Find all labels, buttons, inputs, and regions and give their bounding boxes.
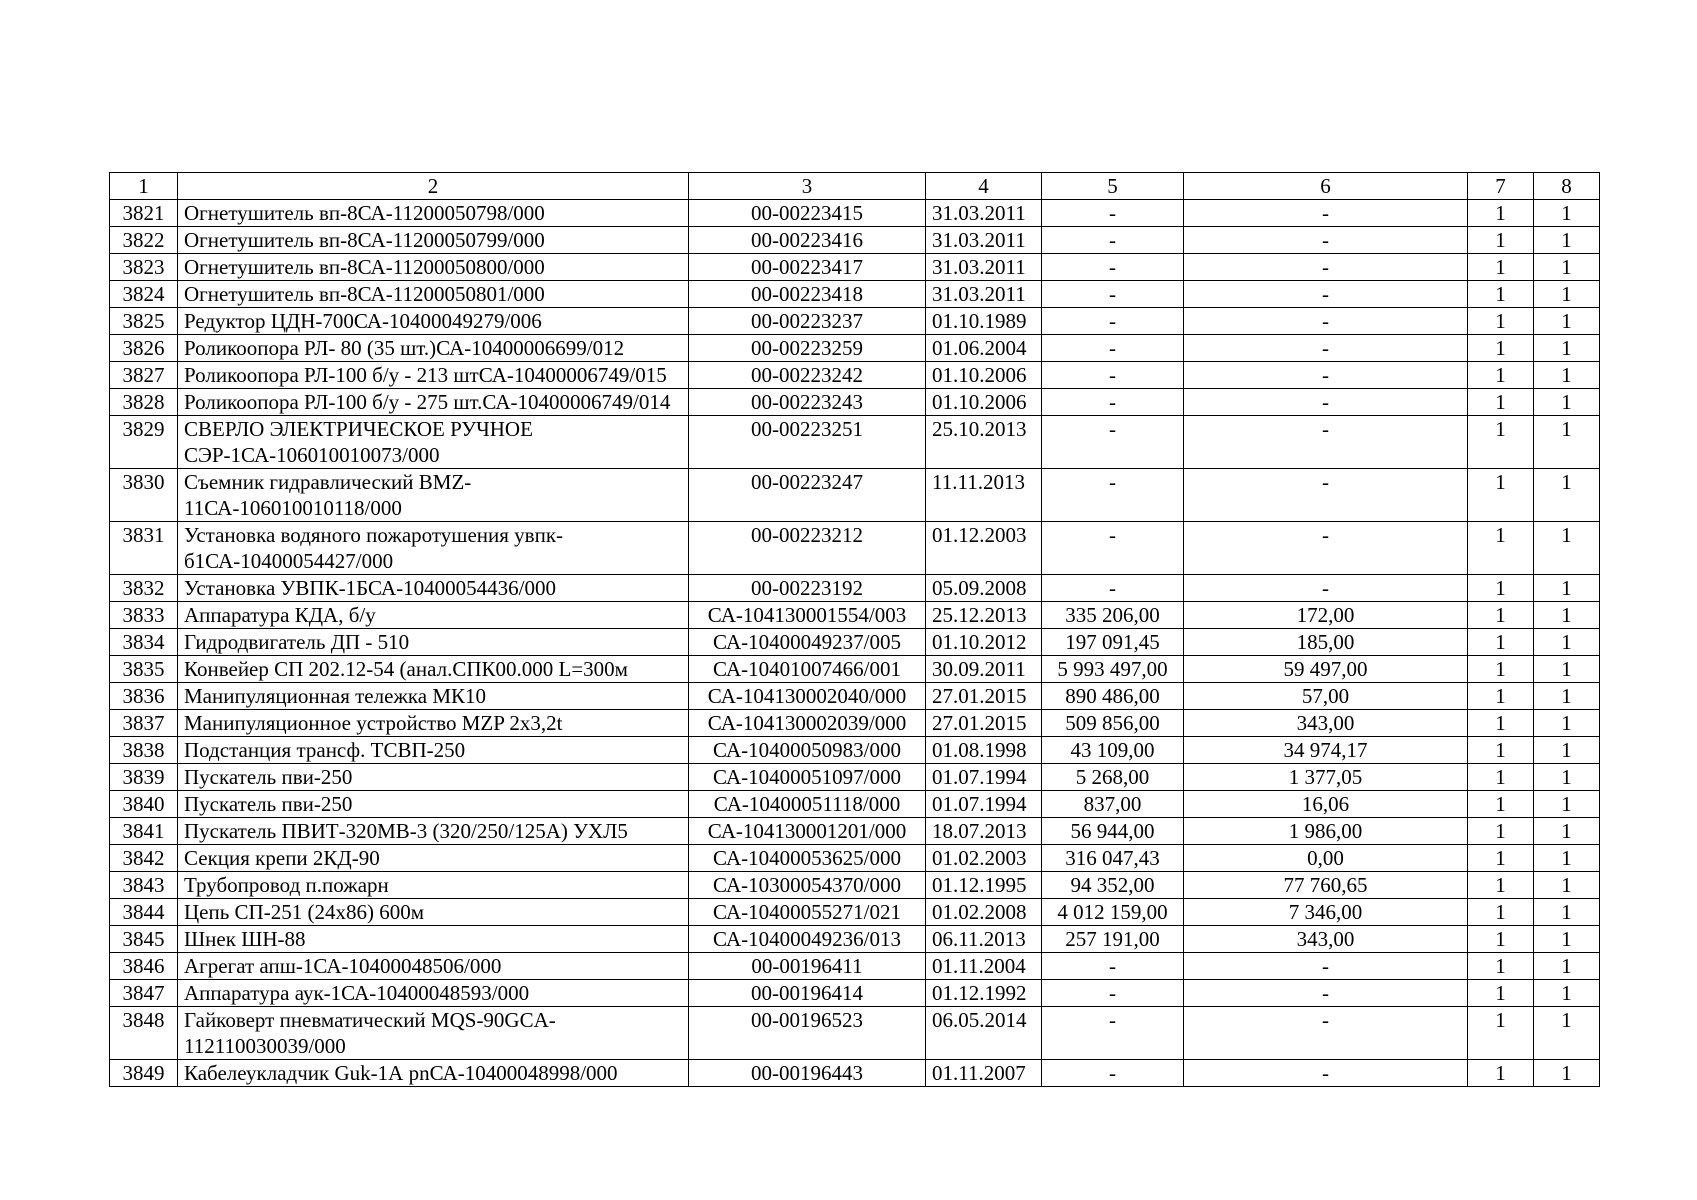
inventory-code-cell: 00-00196411	[689, 953, 926, 980]
date-cell: 27.01.2015	[926, 683, 1042, 710]
item-name-cell: Съемник гидравлический BMZ-11СА-106010010118/000	[178, 469, 689, 522]
value-5-cell: -	[1042, 575, 1184, 602]
value-5-cell: 94 352,00	[1042, 872, 1184, 899]
value-6-cell: 172,00	[1184, 602, 1468, 629]
quantity-8-cell: 1	[1534, 818, 1600, 845]
row-number-cell: 3823	[110, 254, 178, 281]
quantity-7-cell: 1	[1468, 602, 1534, 629]
quantity-8-cell: 1	[1534, 602, 1600, 629]
item-name-cell: Аппаратура КДА, б/у	[178, 602, 689, 629]
quantity-8-cell: 1	[1534, 980, 1600, 1007]
value-6-cell: -	[1184, 227, 1468, 254]
row-number-cell: 3847	[110, 980, 178, 1007]
table-row	[110, 683, 1600, 710]
inventory-code-cell: СА-10400053625/000	[689, 845, 926, 872]
value-5-cell: 43 109,00	[1042, 737, 1184, 764]
table-row	[110, 926, 1600, 953]
quantity-7-cell: 1	[1468, 522, 1534, 575]
table-row	[110, 1007, 1600, 1060]
inventory-code-cell: СА-10400051118/000	[689, 791, 926, 818]
value-6-cell: -	[1184, 389, 1468, 416]
item-name-cell: Конвейер СП 202.12-54 (анал.СПК00.000 L=300м	[178, 656, 689, 683]
table-row	[110, 200, 1600, 227]
value-6-cell: 34 974,17	[1184, 737, 1468, 764]
table-row	[110, 575, 1600, 602]
value-6-cell: 0,00	[1184, 845, 1468, 872]
date-cell: 01.10.2012	[926, 629, 1042, 656]
item-name-cell: Аппаратура аук-1СА-10400048593/000	[178, 980, 689, 1007]
inventory-code-cell: 00-00223415	[689, 200, 926, 227]
quantity-8-cell: 1	[1534, 845, 1600, 872]
row-number-cell: 3834	[110, 629, 178, 656]
value-5-cell: -	[1042, 416, 1184, 469]
quantity-8-cell: 1	[1534, 629, 1600, 656]
inventory-sheet	[109, 172, 1599, 1087]
value-5-cell: -	[1042, 200, 1184, 227]
quantity-7-cell: 1	[1468, 926, 1534, 953]
inventory-code-cell: СА-104130002039/000	[689, 710, 926, 737]
header-cell: 2	[178, 173, 689, 200]
date-cell: 01.12.1995	[926, 872, 1042, 899]
table-row	[110, 980, 1600, 1007]
inventory-code-cell: СА-10400055271/021	[689, 899, 926, 926]
row-number-cell: 3835	[110, 656, 178, 683]
item-name-cell: Трубопровод п.пожарн	[178, 872, 689, 899]
value-5-cell: 4 012 159,00	[1042, 899, 1184, 926]
value-6-cell: -	[1184, 281, 1468, 308]
row-number-cell: 3841	[110, 818, 178, 845]
table-row	[110, 737, 1600, 764]
quantity-8-cell: 1	[1534, 764, 1600, 791]
quantity-8-cell: 1	[1534, 575, 1600, 602]
date-cell: 01.07.1994	[926, 791, 1042, 818]
item-name-cell: Огнетушитель вп-8СА-11200050801/000	[178, 281, 689, 308]
value-6-cell: 77 760,65	[1184, 872, 1468, 899]
value-6-cell: 1 986,00	[1184, 818, 1468, 845]
table-row	[110, 710, 1600, 737]
row-number-cell: 3849	[110, 1060, 178, 1087]
value-5-cell: -	[1042, 308, 1184, 335]
table-row	[110, 791, 1600, 818]
row-number-cell: 3833	[110, 602, 178, 629]
quantity-8-cell: 1	[1534, 522, 1600, 575]
quantity-7-cell: 1	[1468, 200, 1534, 227]
date-cell: 30.09.2011	[926, 656, 1042, 683]
quantity-8-cell: 1	[1534, 926, 1600, 953]
header-cell: 1	[110, 173, 178, 200]
value-5-cell: 56 944,00	[1042, 818, 1184, 845]
table-row	[110, 602, 1600, 629]
item-name-cell: Пускатель ПВИТ-320МВ-3 (320/250/125А) УХЛ5	[178, 818, 689, 845]
inventory-code-cell: 00-00223192	[689, 575, 926, 602]
value-5-cell: -	[1042, 254, 1184, 281]
quantity-8-cell: 1	[1534, 416, 1600, 469]
row-number-cell: 3832	[110, 575, 178, 602]
item-name-cell: Гайковерт пневматический MQS-90GCA-112110030039/000	[178, 1007, 689, 1060]
quantity-8-cell: 1	[1534, 469, 1600, 522]
quantity-7-cell: 1	[1468, 656, 1534, 683]
table-row	[110, 281, 1600, 308]
quantity-7-cell: 1	[1468, 1007, 1534, 1060]
date-cell: 25.12.2013	[926, 602, 1042, 629]
quantity-8-cell: 1	[1534, 281, 1600, 308]
value-6-cell: -	[1184, 362, 1468, 389]
row-number-cell: 3848	[110, 1007, 178, 1060]
quantity-7-cell: 1	[1468, 899, 1534, 926]
date-cell: 27.01.2015	[926, 710, 1042, 737]
date-cell: 01.10.1989	[926, 308, 1042, 335]
date-cell: 01.11.2007	[926, 1060, 1042, 1087]
quantity-8-cell: 1	[1534, 737, 1600, 764]
quantity-7-cell: 1	[1468, 791, 1534, 818]
row-number-cell: 3829	[110, 416, 178, 469]
table-row	[110, 953, 1600, 980]
inventory-code-cell: СА-10401007466/001	[689, 656, 926, 683]
quantity-8-cell: 1	[1534, 1060, 1600, 1087]
quantity-8-cell: 1	[1534, 362, 1600, 389]
inventory-code-cell: СА-10300054370/000	[689, 872, 926, 899]
table-row	[110, 629, 1600, 656]
quantity-8-cell: 1	[1534, 1007, 1600, 1060]
value-5-cell: 5 993 497,00	[1042, 656, 1184, 683]
value-6-cell: -	[1184, 416, 1468, 469]
date-cell: 01.02.2008	[926, 899, 1042, 926]
value-6-cell: -	[1184, 980, 1468, 1007]
date-cell: 31.03.2011	[926, 227, 1042, 254]
value-6-cell: -	[1184, 522, 1468, 575]
quantity-7-cell: 1	[1468, 254, 1534, 281]
row-number-cell: 3845	[110, 926, 178, 953]
inventory-code-cell: 00-00223237	[689, 308, 926, 335]
row-number-cell: 3822	[110, 227, 178, 254]
table-row	[110, 308, 1600, 335]
value-5-cell: -	[1042, 389, 1184, 416]
item-name-cell: Манипуляционное устройство MZP 2х3,2t	[178, 710, 689, 737]
quantity-7-cell: 1	[1468, 469, 1534, 522]
inventory-code-cell: 00-00196443	[689, 1060, 926, 1087]
table-body	[110, 173, 1600, 1087]
row-number-cell: 3825	[110, 308, 178, 335]
item-name-cell: Гидродвигатель ДП - 510	[178, 629, 689, 656]
value-6-cell: 1 377,05	[1184, 764, 1468, 791]
date-cell: 06.11.2013	[926, 926, 1042, 953]
quantity-8-cell: 1	[1534, 389, 1600, 416]
row-number-cell: 3844	[110, 899, 178, 926]
table-row	[110, 362, 1600, 389]
row-number-cell: 3843	[110, 872, 178, 899]
value-5-cell: -	[1042, 522, 1184, 575]
item-name-cell: Роликоопора РЛ-100 б/у - 213 штСА-10400006749/015	[178, 362, 689, 389]
row-number-cell: 3821	[110, 200, 178, 227]
value-5-cell: 837,00	[1042, 791, 1184, 818]
quantity-7-cell: 1	[1468, 1060, 1534, 1087]
value-6-cell: -	[1184, 200, 1468, 227]
header-cell: 4	[926, 173, 1042, 200]
date-cell: 01.10.2006	[926, 362, 1042, 389]
quantity-8-cell: 1	[1534, 899, 1600, 926]
header-cell: 6	[1184, 173, 1468, 200]
value-6-cell: 7 346,00	[1184, 899, 1468, 926]
item-name-cell: Огнетушитель вп-8СА-11200050798/000	[178, 200, 689, 227]
date-cell: 01.10.2006	[926, 389, 1042, 416]
inventory-code-cell: 00-00223418	[689, 281, 926, 308]
value-5-cell: 197 091,45	[1042, 629, 1184, 656]
quantity-8-cell: 1	[1534, 200, 1600, 227]
quantity-7-cell: 1	[1468, 683, 1534, 710]
value-6-cell: -	[1184, 1060, 1468, 1087]
date-cell: 01.07.1994	[926, 764, 1042, 791]
table-row	[110, 416, 1600, 469]
value-5-cell: 509 856,00	[1042, 710, 1184, 737]
inventory-code-cell: 00-00223247	[689, 469, 926, 522]
item-name-cell: Цепь СП-251 (24х86) 600м	[178, 899, 689, 926]
value-5-cell: 5 268,00	[1042, 764, 1184, 791]
date-cell: 01.12.2003	[926, 522, 1042, 575]
item-name-cell: Секция крепи 2КД-90	[178, 845, 689, 872]
row-number-cell: 3826	[110, 335, 178, 362]
quantity-8-cell: 1	[1534, 953, 1600, 980]
value-5-cell: -	[1042, 469, 1184, 522]
quantity-7-cell: 1	[1468, 575, 1534, 602]
item-name-cell: Пускатель пви-250	[178, 764, 689, 791]
value-6-cell: 16,06	[1184, 791, 1468, 818]
value-6-cell: 343,00	[1184, 710, 1468, 737]
value-6-cell: -	[1184, 254, 1468, 281]
item-name-cell: Огнетушитель вп-8СА-11200050799/000	[178, 227, 689, 254]
header-cell: 3	[689, 173, 926, 200]
inventory-code-cell: 00-00223212	[689, 522, 926, 575]
row-number-cell: 3836	[110, 683, 178, 710]
quantity-7-cell: 1	[1468, 818, 1534, 845]
table-row	[110, 899, 1600, 926]
inventory-code-cell: 00-00223259	[689, 335, 926, 362]
row-number-cell: 3838	[110, 737, 178, 764]
table-row	[110, 818, 1600, 845]
date-cell: 06.05.2014	[926, 1007, 1042, 1060]
row-number-cell: 3840	[110, 791, 178, 818]
inventory-code-cell: 00-00223416	[689, 227, 926, 254]
table-row	[110, 872, 1600, 899]
quantity-7-cell: 1	[1468, 308, 1534, 335]
item-name-cell: Установка водяного пожаротушения увпк-б1СА-10400054427/000	[178, 522, 689, 575]
row-number-cell: 3827	[110, 362, 178, 389]
quantity-7-cell: 1	[1468, 335, 1534, 362]
quantity-7-cell: 1	[1468, 281, 1534, 308]
inventory-code-cell: СА-104130002040/000	[689, 683, 926, 710]
value-5-cell: -	[1042, 1007, 1184, 1060]
inventory-code-cell: СА-10400049237/005	[689, 629, 926, 656]
quantity-8-cell: 1	[1534, 710, 1600, 737]
inventory-table	[109, 172, 1600, 1087]
value-6-cell: 343,00	[1184, 926, 1468, 953]
row-number-cell: 3824	[110, 281, 178, 308]
date-cell: 01.02.2003	[926, 845, 1042, 872]
value-5-cell: 257 191,00	[1042, 926, 1184, 953]
inventory-code-cell: СА-104130001201/000	[689, 818, 926, 845]
date-cell: 11.11.2013	[926, 469, 1042, 522]
value-5-cell: -	[1042, 227, 1184, 254]
item-name-cell: Пускатель пви-250	[178, 791, 689, 818]
date-cell: 05.09.2008	[926, 575, 1042, 602]
inventory-code-cell: 00-00196523	[689, 1007, 926, 1060]
item-name-cell: Подстанция трансф. ТСВП-250	[178, 737, 689, 764]
quantity-7-cell: 1	[1468, 389, 1534, 416]
date-cell: 31.03.2011	[926, 254, 1042, 281]
table-row	[110, 335, 1600, 362]
value-5-cell: 335 206,00	[1042, 602, 1184, 629]
table-row	[110, 764, 1600, 791]
date-cell: 18.07.2013	[926, 818, 1042, 845]
quantity-7-cell: 1	[1468, 629, 1534, 656]
item-name-cell: Роликоопора РЛ- 80 (35 шт.)СА-10400006699/012	[178, 335, 689, 362]
value-6-cell: -	[1184, 1007, 1468, 1060]
value-5-cell: -	[1042, 281, 1184, 308]
quantity-7-cell: 1	[1468, 953, 1534, 980]
table-row	[110, 1060, 1600, 1087]
item-name-cell: Агрегат апш-1СА-10400048506/000	[178, 953, 689, 980]
inventory-code-cell: СА-10400051097/000	[689, 764, 926, 791]
inventory-code-cell: 00-00223251	[689, 416, 926, 469]
inventory-code-cell: СА-104130001554/003	[689, 602, 926, 629]
quantity-7-cell: 1	[1468, 362, 1534, 389]
date-cell: 25.10.2013	[926, 416, 1042, 469]
item-name-cell: Шнек ШН-88	[178, 926, 689, 953]
quantity-8-cell: 1	[1534, 683, 1600, 710]
quantity-8-cell: 1	[1534, 308, 1600, 335]
value-6-cell: 59 497,00	[1184, 656, 1468, 683]
value-5-cell: -	[1042, 362, 1184, 389]
quantity-7-cell: 1	[1468, 764, 1534, 791]
quantity-8-cell: 1	[1534, 227, 1600, 254]
item-name-cell: Огнетушитель вп-8СА-11200050800/000	[178, 254, 689, 281]
value-6-cell: -	[1184, 953, 1468, 980]
item-name-cell: Манипуляционная тележка МК10	[178, 683, 689, 710]
quantity-7-cell: 1	[1468, 227, 1534, 254]
item-name-cell: Роликоопора РЛ-100 б/у - 275 шт.СА-10400006749/014	[178, 389, 689, 416]
quantity-7-cell: 1	[1468, 872, 1534, 899]
quantity-8-cell: 1	[1534, 656, 1600, 683]
row-number-cell: 3839	[110, 764, 178, 791]
row-number-cell: 3846	[110, 953, 178, 980]
value-6-cell: -	[1184, 469, 1468, 522]
quantity-8-cell: 1	[1534, 335, 1600, 362]
item-name-cell: Кабелеукладчик Guk-1А pnСА-10400048998/000	[178, 1060, 689, 1087]
header-cell: 5	[1042, 173, 1184, 200]
table-row	[110, 522, 1600, 575]
value-6-cell: -	[1184, 308, 1468, 335]
value-5-cell: -	[1042, 1060, 1184, 1087]
table-row	[110, 845, 1600, 872]
inventory-code-cell: 00-00196414	[689, 980, 926, 1007]
value-6-cell: -	[1184, 335, 1468, 362]
row-number-cell: 3828	[110, 389, 178, 416]
value-5-cell: -	[1042, 980, 1184, 1007]
quantity-8-cell: 1	[1534, 791, 1600, 818]
date-cell: 01.08.1998	[926, 737, 1042, 764]
row-number-cell: 3837	[110, 710, 178, 737]
inventory-code-cell: 00-00223243	[689, 389, 926, 416]
table-row	[110, 389, 1600, 416]
inventory-code-cell: СА-10400050983/000	[689, 737, 926, 764]
quantity-7-cell: 1	[1468, 710, 1534, 737]
date-cell: 31.03.2011	[926, 200, 1042, 227]
date-cell: 01.06.2004	[926, 335, 1042, 362]
value-6-cell: 185,00	[1184, 629, 1468, 656]
inventory-code-cell: СА-10400049236/013	[689, 926, 926, 953]
table-row	[110, 469, 1600, 522]
date-cell: 01.11.2004	[926, 953, 1042, 980]
quantity-7-cell: 1	[1468, 845, 1534, 872]
date-cell: 01.12.1992	[926, 980, 1042, 1007]
table-row	[110, 656, 1600, 683]
date-cell: 31.03.2011	[926, 281, 1042, 308]
value-5-cell: -	[1042, 953, 1184, 980]
item-name-cell: Установка УВПК-1БСА-10400054436/000	[178, 575, 689, 602]
table-row	[110, 227, 1600, 254]
quantity-8-cell: 1	[1534, 872, 1600, 899]
inventory-code-cell: 00-00223242	[689, 362, 926, 389]
value-6-cell: 57,00	[1184, 683, 1468, 710]
header-row	[110, 173, 1600, 200]
value-5-cell: -	[1042, 335, 1184, 362]
row-number-cell: 3831	[110, 522, 178, 575]
value-6-cell: -	[1184, 575, 1468, 602]
value-5-cell: 316 047,43	[1042, 845, 1184, 872]
table-row	[110, 254, 1600, 281]
row-number-cell: 3830	[110, 469, 178, 522]
value-5-cell: 890 486,00	[1042, 683, 1184, 710]
item-name-cell: СВЕРЛО ЭЛЕКТРИЧЕСКОЕ РУЧНОЕ СЭР-1СА-106010010073/000	[178, 416, 689, 469]
quantity-7-cell: 1	[1468, 737, 1534, 764]
quantity-7-cell: 1	[1468, 980, 1534, 1007]
inventory-code-cell: 00-00223417	[689, 254, 926, 281]
header-cell: 7	[1468, 173, 1534, 200]
quantity-8-cell: 1	[1534, 254, 1600, 281]
row-number-cell: 3842	[110, 845, 178, 872]
header-cell: 8	[1534, 173, 1600, 200]
quantity-7-cell: 1	[1468, 416, 1534, 469]
item-name-cell: Редуктор ЦДН-700СА-10400049279/006	[178, 308, 689, 335]
